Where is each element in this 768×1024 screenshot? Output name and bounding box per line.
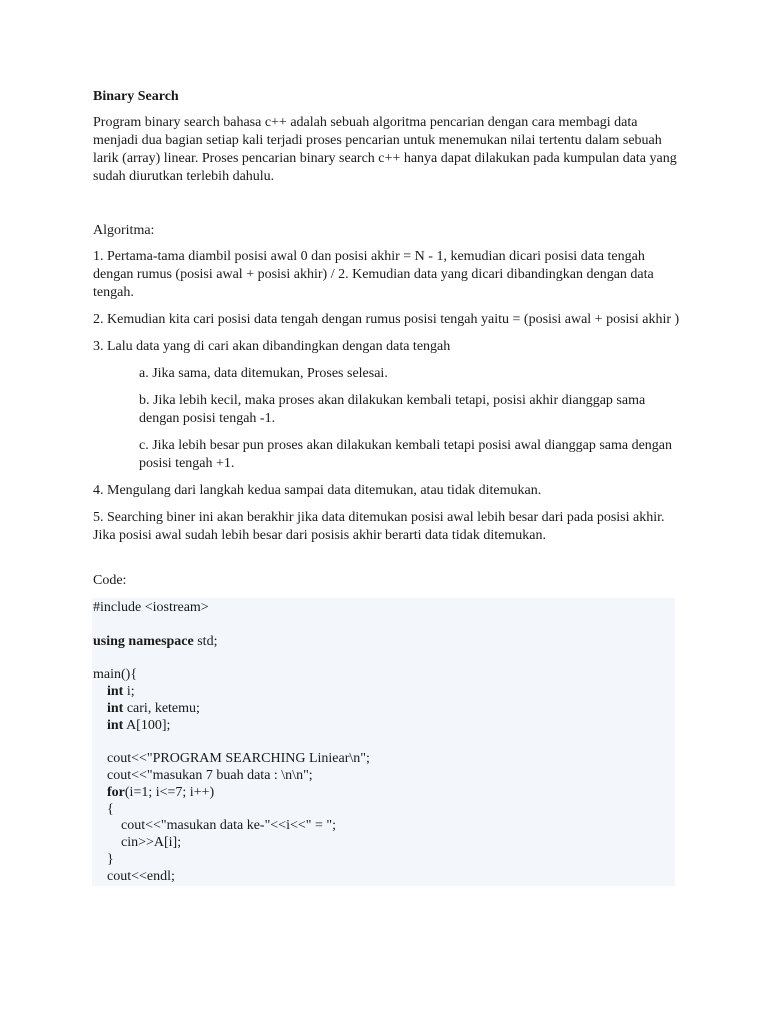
code-text: cout<<"PROGRAM SEARCHING Liniear\n";	[93, 751, 370, 767]
code-line	[92, 785, 675, 802]
code-line	[92, 818, 675, 835]
code-line	[92, 701, 675, 718]
algorithm-substep: b. Jika lebih kecil, maka proses akan dilakukan kembali tetapi, posisi akhir dianggap sama dengan posisi tengah -1.	[139, 393, 646, 426]
code-text: }	[93, 851, 114, 867]
code-text: A[100];	[123, 717, 171, 733]
code-text: cout<<"masukan 7 buah data : \n\n";	[93, 767, 313, 783]
algorithm-step: 4. Mengulang dari langkah kedua sampai data ditemukan, atau tidak ditemukan.	[93, 483, 542, 498]
algorithm-heading: Algoritma:	[93, 223, 155, 238]
code-line	[92, 667, 675, 684]
code-line	[92, 617, 675, 634]
code-text: {	[93, 801, 114, 817]
code-text: std;	[193, 633, 218, 649]
code-text: i;	[123, 683, 135, 699]
code-keyword: int	[93, 717, 124, 733]
code-line	[92, 634, 675, 651]
code-line	[92, 718, 675, 735]
code-text: cin>>A[i];	[93, 835, 182, 851]
code-line	[92, 802, 675, 819]
algorithm-substep: c. Jika lebih besar pun proses akan dilakukan kembali tetapi posisi awal dianggap sama dengan posisi tengah +1.	[139, 438, 673, 471]
code-keyword: int	[93, 683, 124, 699]
code-keyword: using namespace	[93, 633, 194, 649]
code-text: cout<<"masukan data ke-"<<i<<" = ";	[93, 818, 336, 834]
code-line	[92, 650, 675, 667]
code-line	[92, 835, 675, 852]
code-block	[92, 598, 675, 886]
algorithm-substep: a. Jika sama, data ditemukan, Proses selesai.	[139, 366, 388, 381]
algorithm-step: 5. Searching biner ini akan berakhir jika data ditemukan posisi awal lebih besar dari pada posisi akhir. Jika posisi awal sudah lebih besar dari posisis akhir berarti data tidak ditemukan.	[93, 510, 665, 543]
code-keyword: int	[93, 700, 124, 716]
code-text: #include <iostream>	[93, 600, 209, 615]
code-line	[92, 852, 675, 869]
code-line	[92, 684, 675, 701]
code-line	[92, 600, 675, 617]
algorithm-step: 3. Lalu data yang di cari akan dibandingkan dengan data tengah	[93, 339, 451, 354]
code-line	[92, 734, 675, 751]
code-keyword: for	[93, 784, 125, 800]
algorithm-step: 2. Kemudian kita cari posisi data tengah dengan rumus posisi tengah yaitu = (posisi awal + posisi akhir )	[93, 312, 680, 327]
code-heading: Code:	[93, 573, 127, 588]
code-text: cari, ketemu;	[123, 700, 200, 716]
document-title: Binary Search	[93, 89, 179, 104]
code-text: (i=1; i<=7; i++)	[124, 784, 215, 800]
code-line	[92, 768, 675, 785]
code-line	[92, 869, 675, 886]
intro-paragraph: Program binary search bahasa c++ adalah sebuah algoritma pencarian dengan cara membagi data menjadi dua bagian setiap kali terjadi proses pencarian untuk menemukan nilai tertentu dalam sebuah larik (array) linear. Proses pencarian binary search c++ hanya dapat dilakukan pada kumpulan data yang sudah diurutkan terlebih dahulu.	[93, 115, 677, 184]
document-content	[93, 88, 683, 886]
code-text: main(){	[93, 667, 138, 683]
code-text: cout<<endl;	[93, 868, 175, 884]
code-line	[92, 751, 675, 768]
algorithm-step: 1. Pertama-tama diambil posisi awal 0 dan posisi akhir = N - 1, kemudian dicari posisi data tengah dengan rumus (posisi awal + posisi akhir) / 2. Kemudian data yang dicari dibandingkan dengan data tengah.	[93, 249, 654, 300]
